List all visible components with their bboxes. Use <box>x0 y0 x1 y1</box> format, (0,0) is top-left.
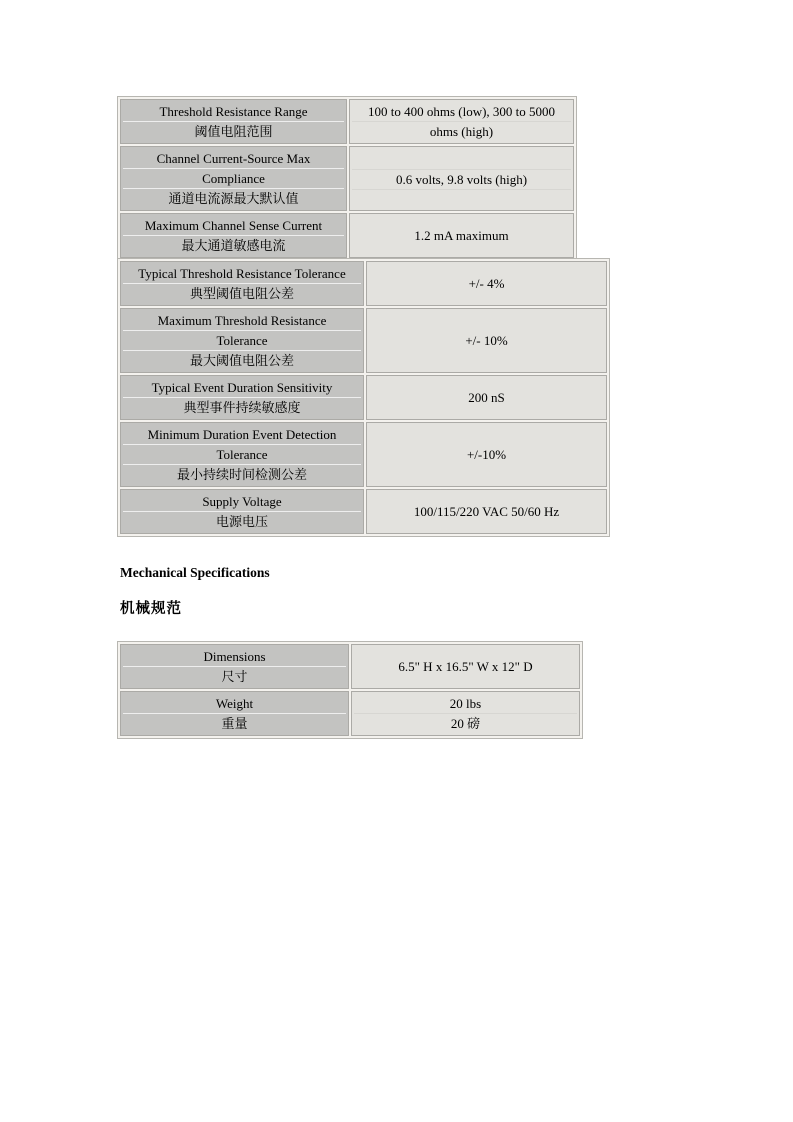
table-row <box>120 261 607 306</box>
spec-label-line: Maximum Threshold Resistance <box>157 313 327 328</box>
spec-value-line: 200 nS <box>468 390 505 405</box>
spec-label-cell <box>120 261 364 306</box>
spec-label-line: 最大通道敏感电流 <box>123 235 344 255</box>
spec-label-line: Tolerance <box>123 444 361 464</box>
mechanical-spec-table <box>117 641 583 739</box>
spec-value-line: +/-10% <box>466 447 507 462</box>
table-row <box>120 99 574 144</box>
spec-value-line: 100 to 400 ohms (low), 300 to 5000 <box>367 104 556 119</box>
spec-value-line: +/- 4% <box>468 276 505 291</box>
spec-label-line: Dimensions <box>203 649 266 664</box>
spec-label-line: Channel Current-Source Max <box>156 151 311 166</box>
electrical-spec-table-lower <box>117 258 610 537</box>
spec-label-cell <box>120 213 347 258</box>
spec-value-line <box>352 189 571 208</box>
spec-label-cell <box>120 308 364 373</box>
spec-label-cell <box>120 146 347 211</box>
spec-label-line: Weight <box>215 696 254 711</box>
spec-value-line: ohms (high) <box>352 121 571 141</box>
spec-value-cell <box>351 644 580 689</box>
spec-value-line: +/- 10% <box>465 333 508 348</box>
electrical-spec-table-upper <box>117 96 577 261</box>
spec-label-cell <box>120 489 364 534</box>
spec-label-line: Supply Voltage <box>202 494 282 509</box>
spec-value-line: 1.2 mA maximum <box>414 228 509 243</box>
spec-label-line: 重量 <box>123 713 346 733</box>
table-row <box>120 422 607 487</box>
spec-value-cell <box>366 261 607 306</box>
spec-value-cell <box>366 375 607 420</box>
spec-value-cell <box>366 489 607 534</box>
spec-value-cell <box>366 422 607 487</box>
spec-label-line: Compliance <box>123 168 344 188</box>
spec-label-line: 最小持续时间检测公差 <box>123 464 361 484</box>
spec-label-line: Typical Threshold Resistance Tolerance <box>138 266 346 281</box>
spec-label-line: 通道电流源最大默认值 <box>123 188 344 208</box>
spec-label-line: Maximum Channel Sense Current <box>144 218 323 233</box>
spec-value-line: 6.5" H x 16.5" W x 12" D <box>398 659 533 674</box>
table-row <box>120 489 607 534</box>
mechanical-specifications-heading-chinese: 机械规范 <box>120 601 182 617</box>
spec-label-line: Minimum Duration Event Detection <box>147 427 337 442</box>
table-row <box>120 213 574 258</box>
mechanical-specifications-heading: Mechanical Specifications <box>120 565 270 580</box>
spec-value-line: 20 lbs <box>449 696 482 711</box>
spec-value-line <box>352 150 571 169</box>
table-row <box>120 644 580 689</box>
spec-value-cell <box>349 146 574 211</box>
spec-value-cell <box>349 99 574 144</box>
spec-label-line: Typical Event Duration Sensitivity <box>151 380 333 395</box>
table-row <box>120 308 607 373</box>
spec-label-line: 典型事件持续敏感度 <box>123 397 361 417</box>
spec-label-cell <box>120 422 364 487</box>
spec-value-cell <box>351 691 580 736</box>
spec-label-line: 电源电压 <box>123 511 361 531</box>
spec-label-line: 最大阈值电阻公差 <box>123 350 361 370</box>
spec-value-line: 100/115/220 VAC 50/60 Hz <box>413 504 560 519</box>
spec-label-line: 尺寸 <box>123 666 346 686</box>
spec-value-cell <box>349 213 574 258</box>
spec-label-cell <box>120 691 349 736</box>
table-row <box>120 146 574 211</box>
spec-label-line: 阈值电阻范围 <box>123 121 344 141</box>
spec-label-line: Tolerance <box>123 330 361 350</box>
table-row <box>120 375 607 420</box>
spec-value-line: 20 磅 <box>354 713 577 733</box>
spec-label-line: Threshold Resistance Range <box>159 104 308 119</box>
spec-label-cell <box>120 99 347 144</box>
spec-label-line: 典型阈值电阻公差 <box>123 283 361 303</box>
spec-value-cell <box>366 308 607 373</box>
table-row <box>120 691 580 736</box>
spec-label-cell <box>120 375 364 420</box>
spec-label-cell <box>120 644 349 689</box>
spec-value-line: 0.6 volts, 9.8 volts (high) <box>352 169 571 189</box>
